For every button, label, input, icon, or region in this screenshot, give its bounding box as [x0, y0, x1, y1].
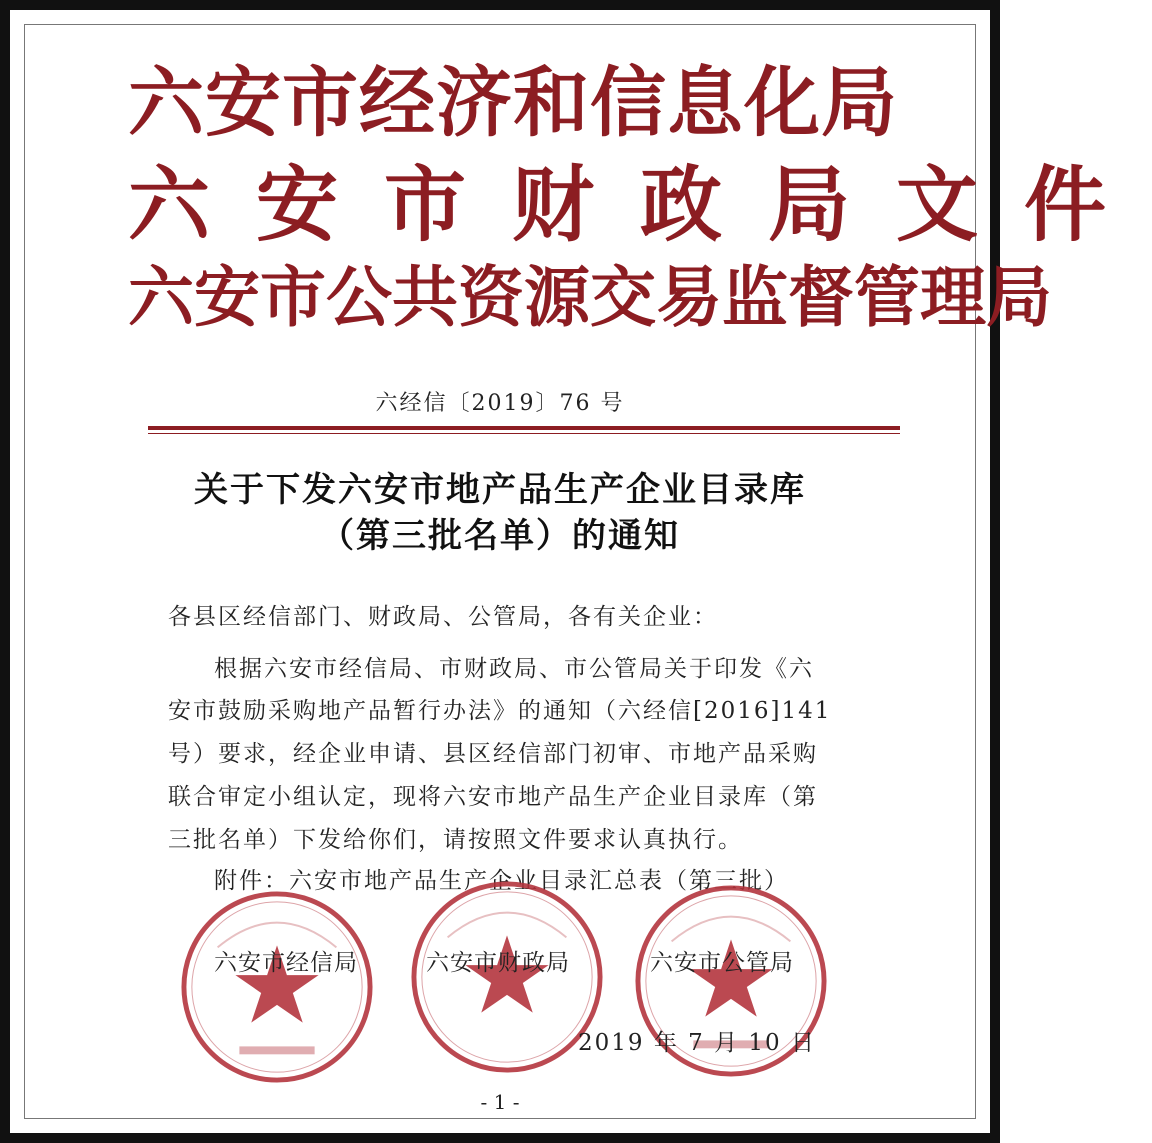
signer-public-resources-bureau: 六安市公管局: [650, 950, 794, 976]
issuer-economic-info-bureau: 六安市经济和信息化局: [128, 58, 898, 147]
red-divider: [148, 426, 900, 430]
page-number: - 1 -: [480, 1090, 520, 1114]
issuer-finance-bureau: 六安市财政局文件: [128, 158, 1152, 253]
body-paragraph-line: 联合审定小组认定，现将六安市地产品生产企业目录库（第: [168, 784, 818, 810]
notice-title-line-1: 关于下发六安市地产品生产企业目录库: [194, 470, 806, 510]
document-number: 六经信〔2019〕76 号: [375, 391, 625, 416]
issue-date: 2019 年 7 月 10 日: [578, 1030, 816, 1056]
body-paragraph-line: 根据六安市经信局、市财政局、市公管局关于印发《六: [214, 656, 814, 682]
attachment-note: 附件：六安市地产品生产企业目录汇总表（第三批）: [214, 868, 789, 894]
signer-economic-info-bureau: 六安市经信局: [214, 950, 358, 976]
signer-finance-bureau: 六安市财政局: [426, 950, 570, 976]
issuer-public-resources-bureau: 六安市公共资源交易监督管理局: [128, 259, 1052, 336]
body-paragraph-line: 安市鼓励采购地产品暂行办法》的通知（六经信[2016]141: [168, 698, 832, 724]
body-paragraph-line: 号）要求，经企业申请、县区经信部门初审、市地产品采购: [168, 741, 818, 767]
official-seal-finance-bureau: [408, 878, 606, 1076]
notice-title-line-2: （第三批名单）的通知: [320, 516, 680, 556]
body-paragraph-line: 三批名单）下发给你们，请按照文件要求认真执行。: [168, 827, 743, 853]
salutation: 各县区经信部门、财政局、公管局，各有关企业：: [168, 604, 718, 630]
red-divider-thin: [148, 433, 900, 434]
official-seal-economic-info-bureau: [178, 888, 376, 1086]
